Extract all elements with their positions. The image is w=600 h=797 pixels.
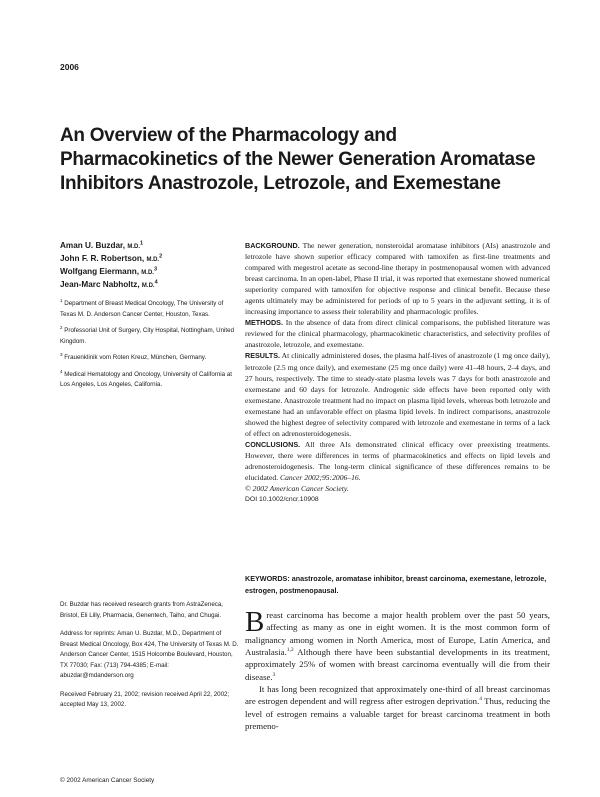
author-degree: M.D. (141, 283, 155, 289)
author-name: Wolfgang Eiermann, (60, 267, 140, 276)
author-degree: M.D. (146, 257, 160, 263)
author-name: John F. R. Robertson, (60, 254, 145, 263)
side-notes (60, 600, 240, 719)
footer-copyright: © 2002 American Cancer Society (60, 777, 155, 784)
reference-marker: 1,2 (286, 647, 294, 654)
doi: DOI 10.1002/cncr.10908 (245, 496, 319, 504)
affiliation-marker: 1 (60, 297, 63, 303)
abstract (245, 240, 550, 505)
affiliation-marker: 3 (60, 351, 63, 357)
reprints-note: Address for reprints: Aman U. Buzdar, M.D., Department of Breast Medical Oncology, Box 424, The University of Texas M. D. Anderson Cancer Center, 1515 Holcombe Boulevard, Houston, TX 77030; Fax: (713) 794-4385; E-mail: abuzdar@mdanderson.org (60, 630, 239, 679)
author-name: Jean-Marc Nabholtz, (60, 280, 140, 289)
reference-marker: 3 (272, 671, 276, 678)
body-text-run: reast carcinoma has become a major health problem over the past 50 years, affecting as many as one in eight women. It is the most common form of malignancy among women in North America, most of Europe, Latin America, and Australasia. (245, 610, 550, 658)
abstract-results (245, 350, 550, 438)
body-text-run: Thus, reducing the level of estrogen remains a valuable target for breast carcinoma treatment in both premeno- (245, 696, 550, 732)
affiliation-text: Department of Breast Medical Oncology, The University of Texas M. D. Anderson Cancer Center, Houston, Texas. (60, 300, 224, 318)
affiliation-text: Medical Hematology and Oncology, University of California at Los Angeles, Los Angeles, California. (60, 370, 232, 388)
author-name: Aman U. Buzdar, (60, 241, 126, 250)
author-degree: M.D. (127, 244, 141, 250)
page-number: 2006 (60, 62, 79, 72)
body-paragraph (245, 683, 550, 732)
affiliation (60, 370, 240, 391)
grant-note: Dr. Buzdar has received research grants from AstraZeneca, Bristol, Eli Lilly, Pharmacia, Genentech, Taiho, and Chugai. (60, 601, 224, 619)
abstract-text: All three AIs demonstrated clinical efficacy over preexisting treatments. However, there were differences in terms of pharmacokinetics and effects on lipid levels and adrenosteroidogenesis. The long-term clinical significance of these differences remains to be elucidated. (245, 439, 550, 482)
abstract-copyright: © 2002 American Cancer Society. (245, 484, 349, 494)
abstract-text: The newer generation, nonsteroidal aromatase inhibitors (AIs) anastrozole and letrozole have shown superior efficacy compared with tamoxifen as first-line treatments and compared with megestrol acetate as second-line therapy in postmenopausal women with advanced breast carcinoma. In an open-label, Phase II trial, it was reported that exemestane showed numerical superiority compared with tamoxifen for objective response and clinical benefit. Because these agents ultimately may be administered for periods of up to 5 years in the adjuvant setting, it is of increasing importance to assess their tolerability and pharmacologic profiles. (245, 241, 551, 317)
affiliation-marker: 4 (60, 368, 63, 374)
keywords (245, 573, 550, 597)
abstract-heading: METHODS. (245, 318, 283, 328)
abstract-methods (245, 317, 550, 350)
author-affiliation-marker: 1 (140, 240, 144, 247)
title-line: Inhibitors Anastrozole, Letrozole, and Exemestane (60, 173, 501, 194)
abstract-heading: RESULTS. (245, 351, 281, 361)
author-affiliation-marker: 2 (159, 253, 163, 260)
author-affiliation-marker: 3 (153, 266, 158, 273)
title-line: An Overview of the Pharmacology and (60, 125, 397, 146)
author-list (60, 240, 230, 292)
body-text (245, 606, 550, 732)
affiliation-marker: 2 (60, 324, 63, 330)
article-title (60, 124, 560, 196)
body-text-run: It has long been recognized that approximately one-third of all breast carcinomas are estrogen dependent and will regress after estrogen deprivation. (245, 684, 550, 707)
abstract-text: At clinically administered doses, the plasma half-lives of anastrozole (1 mg once daily), letrozole (2.5 mg once daily), and exemestane (25 mg once daily) were 41–48 hours, 2–4 days, and 27 hours, respectively. The time to steady-state plasma levels was 7 days for both anastrozole and exemestane and 60 days for letrozole. Androgenic side effects have been reported only with exemestane. Anastrozole treatment had no impact on plasma lipid levels, whereas both letrozole and exemestane had an unfavorable effect on plasma lipid levels. In indirect comparisons, anastrozole showed the highest degree of selectivity compared with letrozole and exemestane in terms of a lack of effect on adrenosteroidogenesis. (245, 351, 551, 438)
affiliations (60, 299, 240, 397)
author (60, 279, 230, 292)
abstract-conclusions (245, 439, 550, 483)
abstract-text: In the absence of data from direct clinical comparisons, the published literature was reviewed for the clinical pharmacology, pharmacokinetic characteristics, and selectivity profiles of anastrozole, letrozole, and exemestane. (245, 318, 550, 350)
author (60, 253, 230, 266)
received-note: Received February 21, 2002; revision received April 22, 2002; accepted May 13, 2002. (60, 690, 230, 708)
abstract-heading: CONCLUSIONS. (245, 439, 301, 449)
body-text-run: Although there have been substantial developments in its treatment, approximately 25% of women with breast carcinoma eventually will die from their disease. (245, 647, 550, 682)
affiliation (60, 299, 240, 320)
reference-marker: 4 (479, 696, 483, 703)
abstract-background (245, 240, 550, 317)
author-degree: M.D. (141, 270, 154, 276)
journal-citation: Cancer 2002;95:2006–16. (280, 472, 361, 482)
keywords-text: anastrozole, aromatase inhibitor, breast carcinoma, exemestane, letrozole, estrogen, postmenopausal. (245, 574, 547, 595)
affiliation (60, 353, 240, 364)
title-line: Pharmacokinetics of the Newer Generation Aromatase (60, 149, 536, 170)
drop-cap: B (245, 606, 265, 638)
body-paragraph (245, 606, 550, 683)
author (60, 266, 230, 279)
abstract-heading: BACKGROUND. (245, 241, 300, 250)
author (60, 240, 230, 253)
affiliation-text: Frauenklinik vom Roten Kreuz, München, Germany. (64, 354, 207, 361)
author-affiliation-marker: 4 (154, 279, 158, 286)
affiliation (60, 326, 240, 347)
affiliation-text: Professorial Unit of Surgery, City Hospital, Nottingham, United Kingdom. (60, 327, 235, 345)
keywords-heading: KEYWORDS: (245, 574, 290, 583)
